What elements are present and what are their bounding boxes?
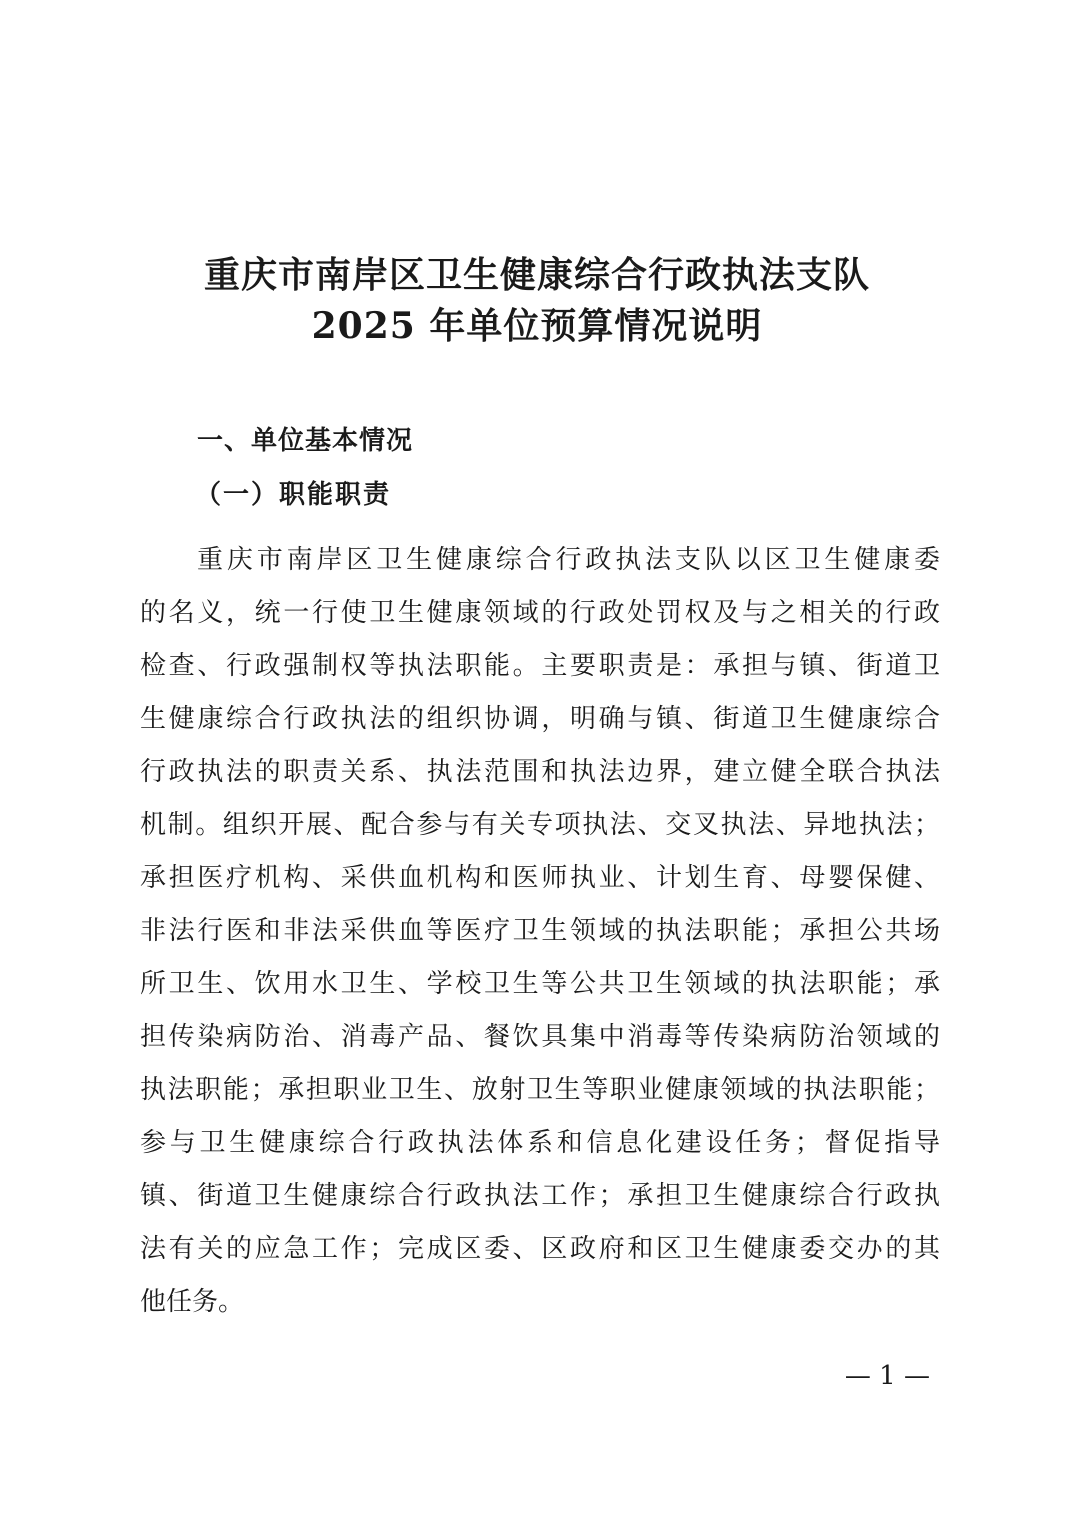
body-line: 的名义，统一行使卫生健康领域的行政处罚权及与之相关的行政 xyxy=(140,598,940,628)
body-paragraph xyxy=(140,534,940,1329)
body-line: 生健康综合行政执法的组织协调，明确与镇、街道卫生健康综合 xyxy=(140,704,940,734)
document-title-line-2: 2025 年单位预算情况说明 xyxy=(311,305,763,347)
body-line: 机制。组织开展、配合参与有关专项执法、交叉执法、异地执法； xyxy=(140,810,940,840)
body-line: 担传染病防治、消毒产品、餐饮具集中消毒等传染病防治领域的 xyxy=(140,1022,940,1052)
body-line: 检查、行政强制权等执法职能。主要职责是：承担与镇、街道卫 xyxy=(140,651,940,681)
body-line: 他任务。 xyxy=(140,1287,245,1317)
body-line: 承担医疗机构、采供血机构和医师执业、计划生育、母婴保健、 xyxy=(140,863,940,893)
body-line: 行政执法的职责关系、执法范围和执法边界，建立健全联合执法 xyxy=(140,757,940,787)
body-line: 非法行医和非法采供血等医疗卫生领域的执法职能；承担公共场 xyxy=(140,916,940,946)
body-line: 参与卫生健康综合行政执法体系和信息化建设任务；督促指导 xyxy=(140,1128,940,1158)
page-number: — 1 — xyxy=(844,1361,930,1391)
body-line: 执法职能；承担职业卫生、放射卫生等职业健康领域的执法职能； xyxy=(140,1075,940,1105)
body-line: 镇、街道卫生健康综合行政执法工作；承担卫生健康综合行政执 xyxy=(140,1181,940,1211)
subsection-heading: （一）职能职责 xyxy=(195,480,392,510)
body-line: 所卫生、饮用水卫生、学校卫生等公共卫生领域的执法职能；承 xyxy=(140,969,940,999)
body-line: 重庆市南岸区卫生健康综合行政执法支队以区卫生健康委 xyxy=(197,545,940,575)
document-title-line-1: 重庆市南岸区卫生健康综合行政执法支队 xyxy=(203,254,870,296)
section-heading: 一、单位基本情况 xyxy=(197,426,414,456)
body-line: 法有关的应急工作；完成区委、区政府和区卫生健康委交办的其 xyxy=(140,1234,940,1264)
